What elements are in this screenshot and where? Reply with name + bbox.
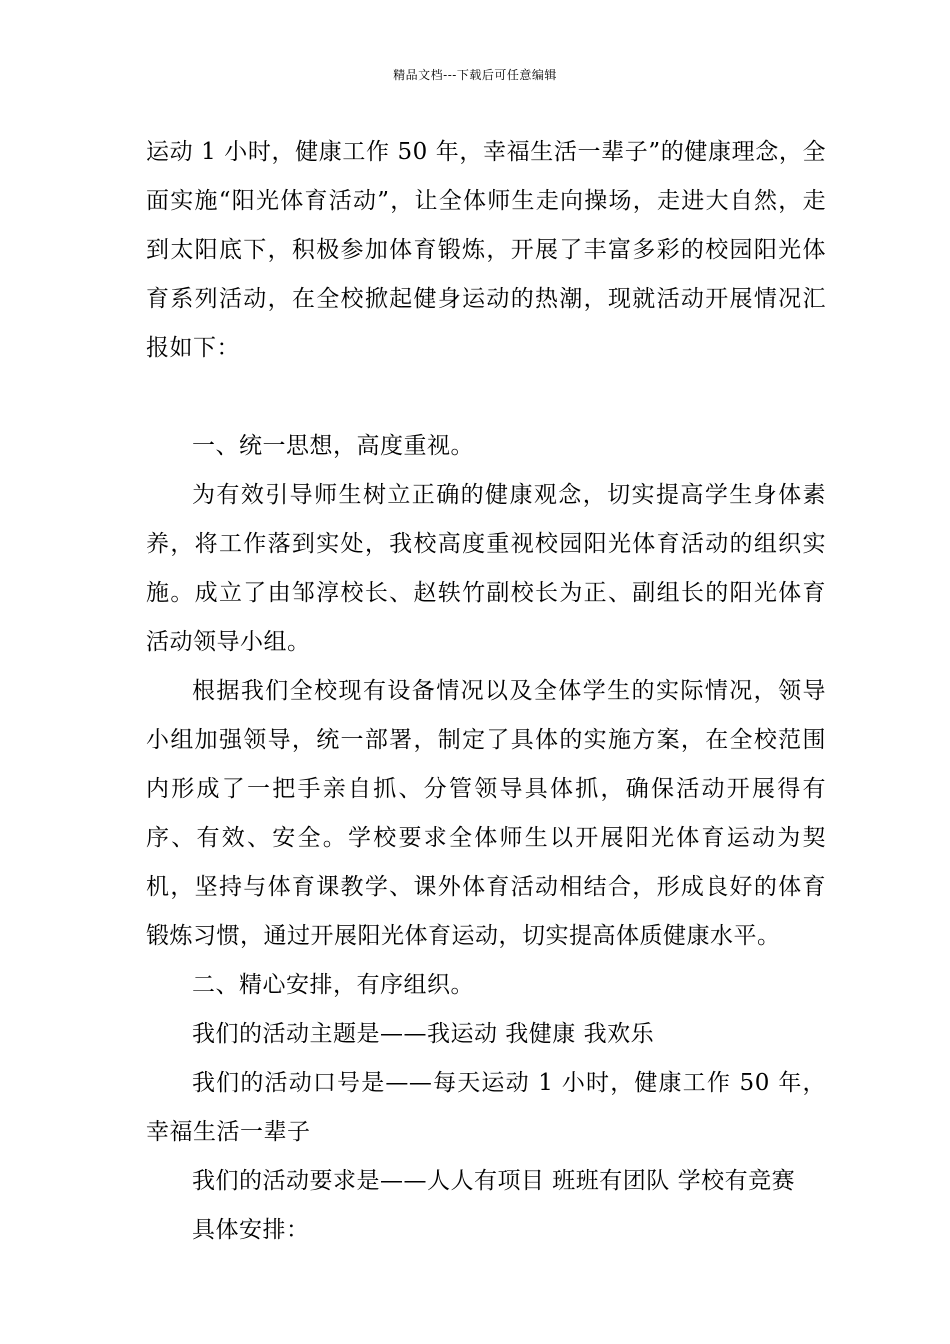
page-header: 精品文档---下载后可任意编辑 — [393, 68, 557, 82]
section-heading-2: 二、精心安排，有序组织。 — [192, 972, 474, 998]
activity-slogan: 我们的活动口号是——每天运动 1 小时，健康工作 50 年，幸福生活一辈子 — [146, 1070, 826, 1145]
activity-theme: 我们的活动主题是——我运动 我健康 我欢乐 — [192, 1021, 655, 1047]
body-paragraph: 根据我们全校现有设备情况以及全体学生的实际情况，领导小组加强领导，统一部署，制定了具体的实施方案，在全校范围内形成了一把手亲自抓、分管领导具体抓，确保活动开展得有序、有效、安全。学校要求全体师生以开展阳光体育运动为契机，坚持与体育课教学、课外体育活动相结合，形成良好的体育锻炼习惯，通过开展阳光体育运动，切实提高体质健康水平。 — [146, 678, 826, 949]
document-body — [146, 128, 826, 1255]
body-paragraph: 为有效引导师生树立正确的健康观念，切实提高学生身体素养，将工作落到实处，我校高度重视校园阳光体育活动的组织实施。成立了由邹淳校长、赵轶竹副校长为正、副组长的阳光体育活动领导小组。 — [146, 482, 826, 655]
activity-requirement: 我们的活动要求是——人人有项目 班班有团队 学校有竞赛 — [192, 1168, 796, 1194]
paragraph-gap — [146, 373, 826, 422]
section-heading-1: 一、统一思想，高度重视。 — [192, 433, 474, 459]
specific-arrangement-label: 具体安排： — [192, 1217, 310, 1243]
intro-paragraph: 运动 1 小时，健康工作 50 年，幸福生活一辈子”的健康理念，全面实施“阳光体育活动”，让全体师生走向操场，走进大自然，走到太阳底下，积极参加体育锻炼，开展了丰富多彩的校园阳光体育系列活动，在全校掀起健身运动的热潮，现就活动开展情况汇报如下： — [146, 139, 826, 361]
